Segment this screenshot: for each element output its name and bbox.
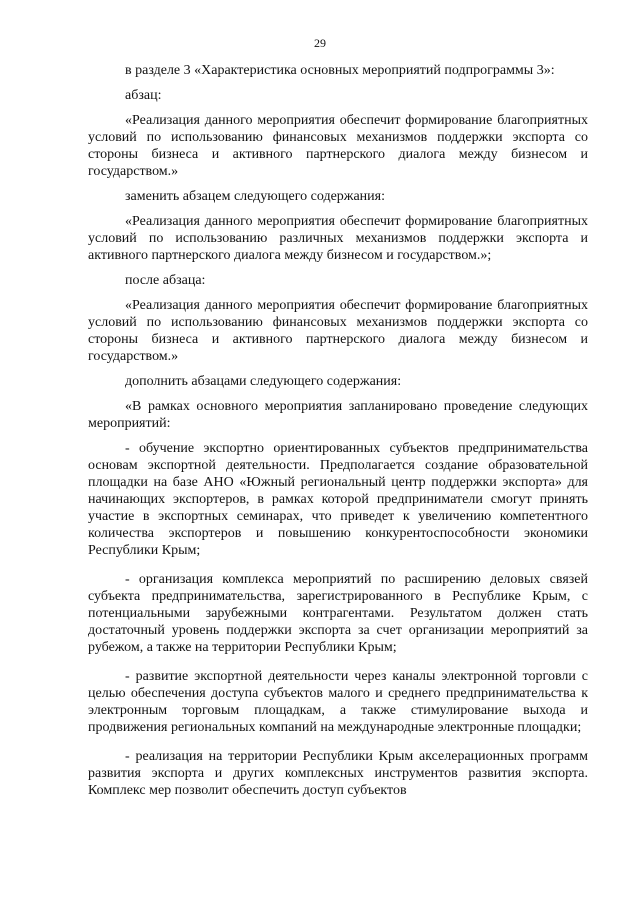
paragraph-quote-replacement: «Реализация данного мероприятия обеспечит формирование благоприятных условий по использованию различных механизмов поддержки экспорта и активного партнерского диалога между бизнесом и государством.»; — [88, 214, 588, 263]
paragraph-quote-original: «Реализация данного мероприятия обеспечит формирование благоприятных условий по использованию финансовых механизмов поддержки экспорта со стороны бизнеса и активного партнерского диалога между бизнесом и государством.» — [88, 113, 588, 179]
list-item-acceleration: - реализация на территории Республики Крым акселерационных программ развития экспорта и других комплексных инструментов развития экспорта. Комплекс мер позволит обеспечить доступ субъектов — [88, 749, 588, 798]
paragraph-section-reference: в разделе 3 «Характеристика основных мероприятий подпрограммы 3»: — [125, 63, 555, 78]
paragraph-after-label: после абзаца: — [125, 273, 206, 288]
list-item-e-commerce: - развитие экспортной деятельности через каналы электронной торговли с целью обеспечения доступа субъектов малого и среднего предпринимательства к электронным торговым площадкам, а также стимулирование выхода и продвижения региональных компаний на международные электронные площадки; — [88, 669, 588, 735]
paragraph-quote-after: «Реализация данного мероприятия обеспечит формирование благоприятных условий по использованию финансовых механизмов поддержки экспорта со стороны бизнеса и активного партнерского диалога между бизнесом и государством.» — [88, 298, 588, 364]
page-number: 29 — [314, 36, 326, 50]
paragraph-label-abzac: абзац: — [125, 88, 162, 103]
document-body — [88, 62, 588, 799]
paragraph-measures-intro: «В рамках основного мероприятия запланировано проведение следующих мероприятий: — [88, 399, 588, 431]
paragraph-replace-instruction: заменить абзацем следующего содержания: — [125, 189, 385, 204]
list-item-training: - обучение экспортно ориентированных субъектов предпринимательства основам экспортной деятельности. Предполагается создание образовательной площадки на базе АНО «Южный региональный центр поддержки экспорта» для начинающих экспортеров, в рамках которой предприниматели смогут принять участие в экспортных семинарах, что приведет к увеличению компетентного количества экспортеров и повышению конкурентоспособности экономики Республики Крым; — [88, 441, 588, 558]
list-item-business-ties: - организация комплекса мероприятий по расширению деловых связей субъекта предпринимательства, зарегистрированного в Республике Крым, с потенциальными зарубежными контрагентами. Результатом должен стать достаточный уровень поддержки экспорта за счет организации мероприятий за рубежом, а также на территории Республики Крым; — [88, 572, 588, 655]
paragraph-add-instruction: дополнить абзацами следующего содержания: — [125, 374, 402, 389]
